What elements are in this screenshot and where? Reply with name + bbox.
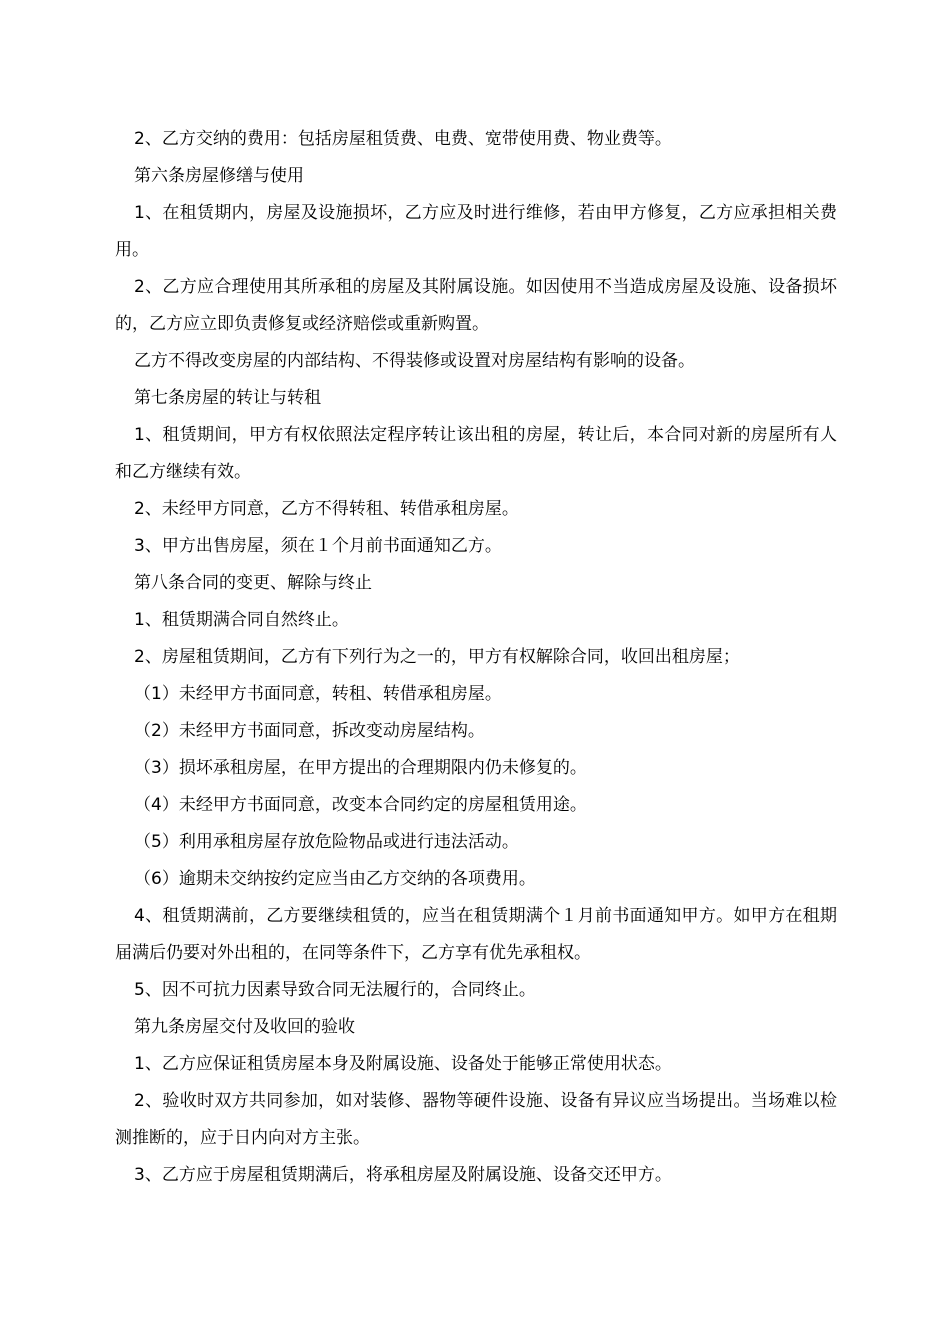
paragraph: 5、因不可抗力因素导致合同无法履行的，合同终止。 — [134, 980, 536, 1000]
paragraph: 3、甲方出售房屋，须在１个月前书面通知乙方。 — [134, 536, 502, 556]
paragraph: 2、未经甲方同意，乙方不得转租、转借承租房屋。 — [134, 499, 519, 519]
section-heading: 第八条合同的变更、解除与终止 — [134, 573, 372, 593]
list-item: （1）未经甲方书面同意，转租、转借承租房屋。 — [134, 684, 502, 704]
list-item: （4）未经甲方书面同意，改变本合同约定的房屋租赁用途。 — [134, 795, 587, 815]
paragraph: 3、乙方应于房屋租赁期满后，将承租房屋及附属设施、设备交还甲方。 — [134, 1165, 672, 1185]
document-body — [115, 121, 837, 1194]
paragraph: 1、租赁期间，甲方有权依照法定程序转让该出租的房屋，转让后，本合同对新的房屋所有人和乙方继续有效。 — [115, 425, 837, 482]
paragraph: 2、乙方交纳的费用：包括房屋租赁费、电费、宽带使用费、物业费等。 — [134, 129, 672, 149]
list-item: （5）利用承租房屋存放危险物品或进行违法活动。 — [134, 832, 519, 852]
paragraph: 1、在租赁期内，房屋及设施损坏，乙方应及时进行维修，若由甲方修复，乙方应承担相关费用。 — [115, 203, 837, 260]
paragraph: 2、验收时双方共同参加，如对装修、器物等硬件设施、设备有异议应当场提出。当场难以检测推断的，应于日内向对方主张。 — [115, 1091, 837, 1148]
section-heading: 第七条房屋的转让与转租 — [134, 388, 321, 408]
section-heading: 第九条房屋交付及收回的验收 — [134, 1017, 355, 1037]
paragraph: 2、房屋租赁期间，乙方有下列行为之一的，甲方有权解除合同，收回出租房屋； — [134, 647, 740, 667]
list-item: （3）损坏承租房屋，在甲方提出的合理期限内仍未修复的。 — [134, 758, 587, 778]
paragraph: 4、租赁期满前，乙方要继续租赁的，应当在租赁期满个１月前书面通知甲方。如甲方在租期届满后仍要对外出租的，在同等条件下，乙方享有优先承租权。 — [115, 906, 837, 963]
list-item: （6）逾期未交纳按约定应当由乙方交纳的各项费用。 — [134, 869, 536, 889]
paragraph: 2、乙方应合理使用其所承租的房屋及其附属设施。如因使用不当造成房屋及设施、设备损坏的，乙方应立即负责修复或经济赔偿或重新购置。 — [115, 277, 837, 334]
paragraph: 乙方不得改变房屋的内部结构、不得装修或设置对房屋结构有影响的设备。 — [134, 351, 695, 371]
list-item: （2）未经甲方书面同意，拆改变动房屋结构。 — [134, 721, 485, 741]
section-heading: 第六条房屋修缮与使用 — [134, 166, 304, 186]
paragraph: 1、乙方应保证租赁房屋本身及附属设施、设备处于能够正常使用状态。 — [134, 1054, 672, 1074]
paragraph: 1、租赁期满合同自然终止。 — [134, 610, 349, 630]
